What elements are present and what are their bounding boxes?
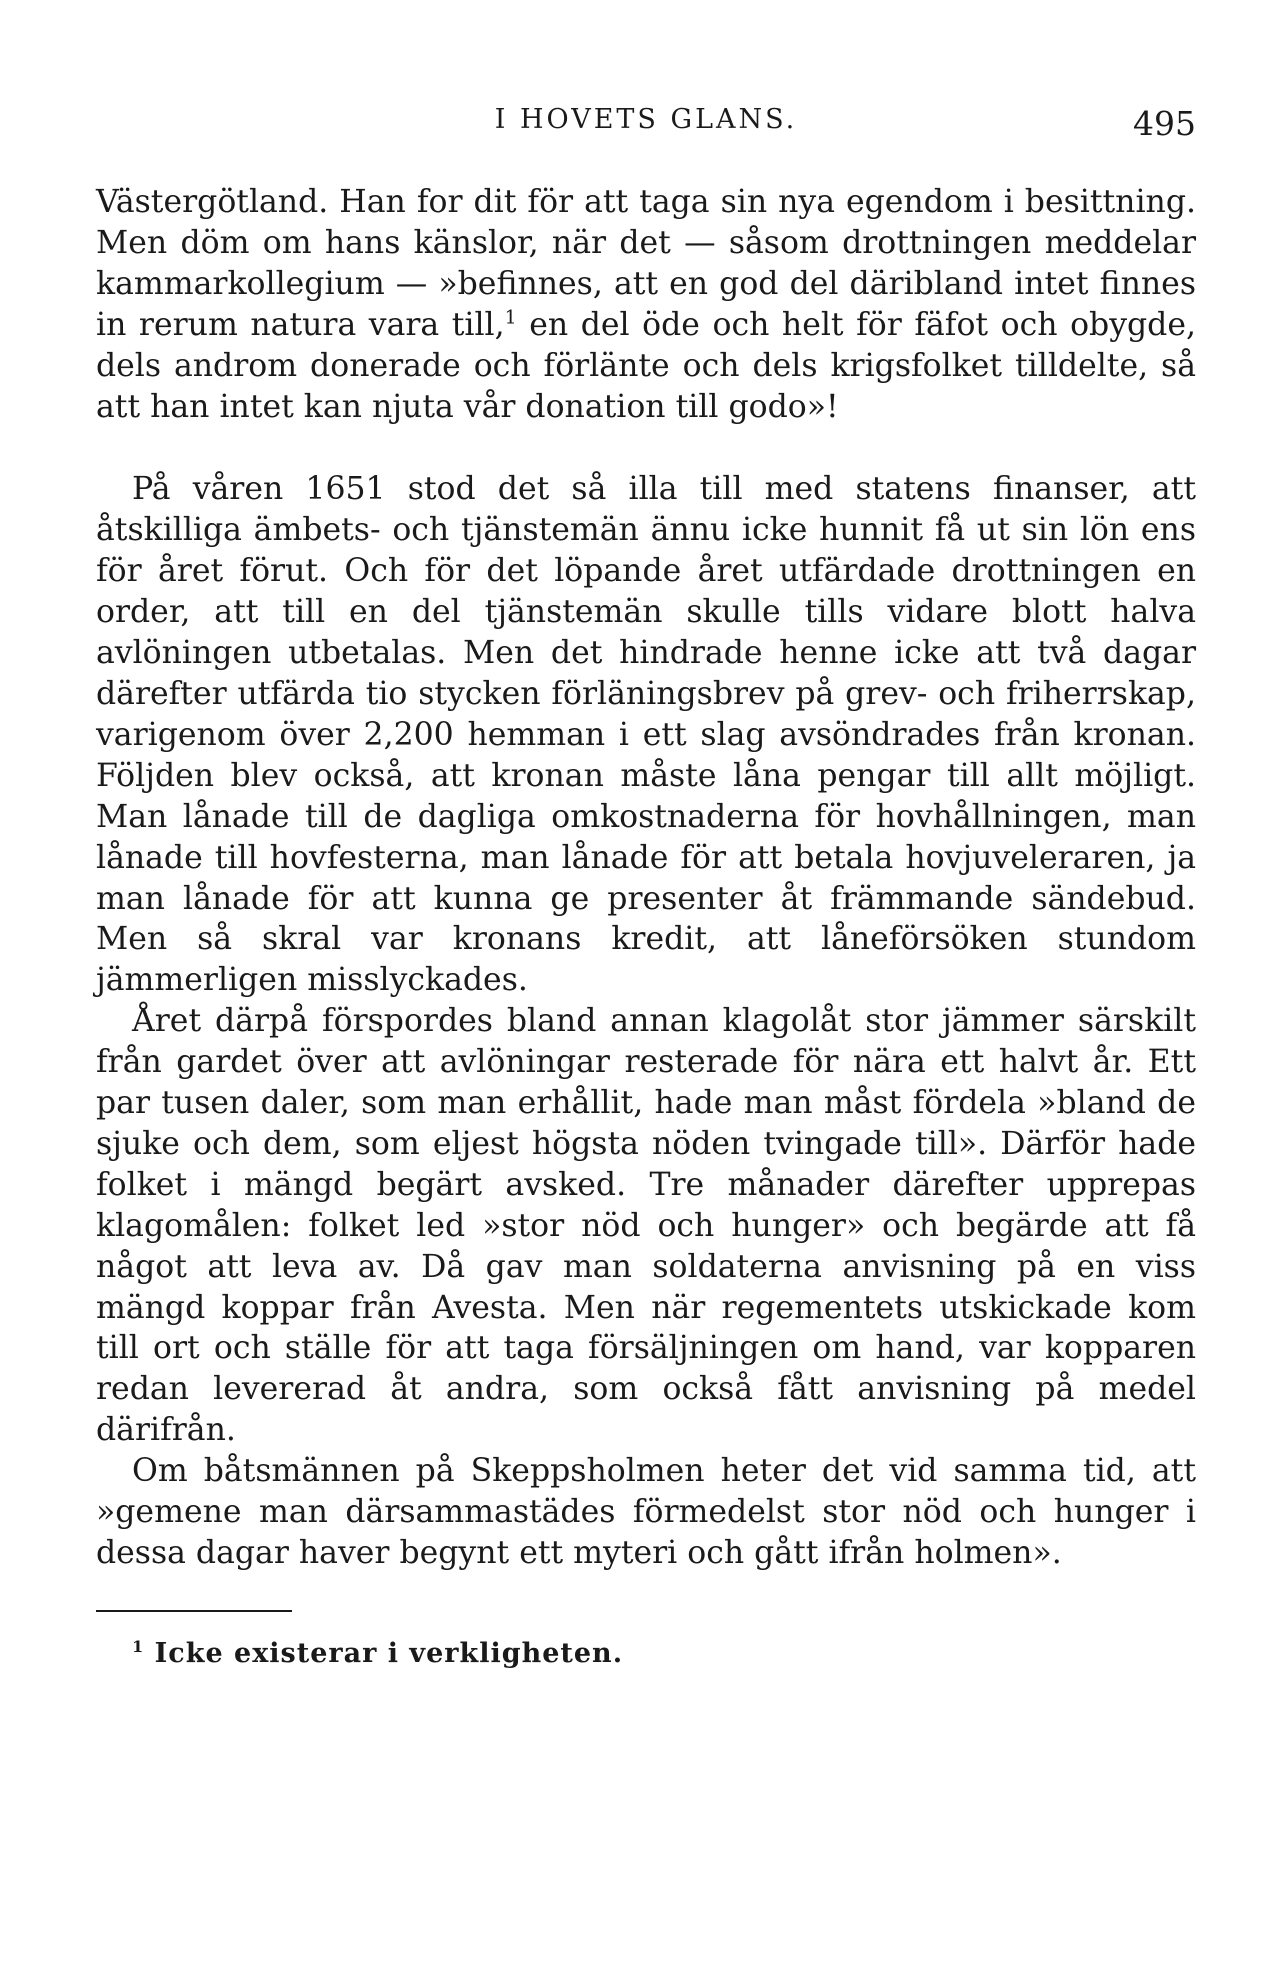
paragraph-3: Året därpå förspordes bland annan klagolåt stor jämmer särskilt från gardet över att avlöningar resterade för nära ett halvt år. Ett par tusen daler, som man erhållit, hade man måst fördela »bland de sjuke och dem, som eljest högsta nöden tvingade till». Därför hade folket i mängd begärt avsked. Tre månader därefter upprepas klagomålen: folket led »stor nöd och hunger» och begärde att få något att leva av. Då gav man soldaterna anvisning på en viss mängd koppar från Avesta. Men när regementets utskickade kom till ort och ställe för att taga försäljningen om hand, var kopparen redan levererad åt andra, som också fått anvisning på medel därifrån. bbox=[96, 1003, 1196, 1449]
paragraph-1 bbox=[96, 182, 1196, 427]
body-text bbox=[96, 182, 1196, 1574]
running-head bbox=[96, 104, 1196, 144]
paragraph-2: På våren 1651 stod det så illa till med statens finanser, att åtskilliga ämbets- och tjänstemän ännu icke hunnit få ut sin lön ens för året förut. Och för det löpande året utfärdade drottningen en order, att till en del tjänstemän skulle tills vidare blott halva avlöningen utbetalas. Men det hindrade henne icke att två dagar därefter utfärda tio stycken förläningsbrev på grev- och friherrskap, varigenom över 2,200 hemman i ett slag avsöndrades från kronan. Följden blev också, att kronan måste låna pengar till allt möjligt. Man lånade till de dagliga omkostnaderna för hovhållningen, man lånade till hovfesterna, man lånade för att betala hovjuveleraren, ja man lånade för att kunna ge presenter åt främmande sändebud. Men så skral var kronans kredit, att låneförsöken stundom jämmerligen misslyckades. bbox=[96, 471, 1196, 999]
footnote-text: Icke existerar i verkligheten. bbox=[154, 1637, 624, 1669]
paragraph-text: Västergötland. Han for dit för att taga sin nya egendom i besittning. Men döm om hans känslor, när det — såsom drottningen meddelar kammarkollegium — »befinnes, att en god del däribland intet finnes in rerum natura vara till, bbox=[96, 184, 1196, 343]
book-page bbox=[96, 104, 1196, 1669]
footnote-reference: 1 bbox=[504, 306, 517, 329]
footnote-divider bbox=[96, 1610, 292, 1612]
footnote bbox=[96, 1638, 1196, 1669]
paragraph-4: Om båtsmännen på Skeppsholmen heter det vid samma tid, att »gemene man därsammastädes förmedelst stor nöd och hunger i dessa dagar haver begynt ett myteri och gått ifrån holmen». bbox=[96, 1453, 1196, 1571]
page-number: 495 bbox=[1133, 104, 1196, 143]
running-title: I HOVETS GLANS. bbox=[494, 104, 798, 135]
paragraph-text-continued: en del öde och helt för fäfot och obygde, dels androm donerade och förlänte och dels krigsfolket tilldelte, så att han intet kan njuta vår donation till godo»! bbox=[96, 306, 1196, 425]
footnote-marker: 1 bbox=[132, 1636, 145, 1656]
